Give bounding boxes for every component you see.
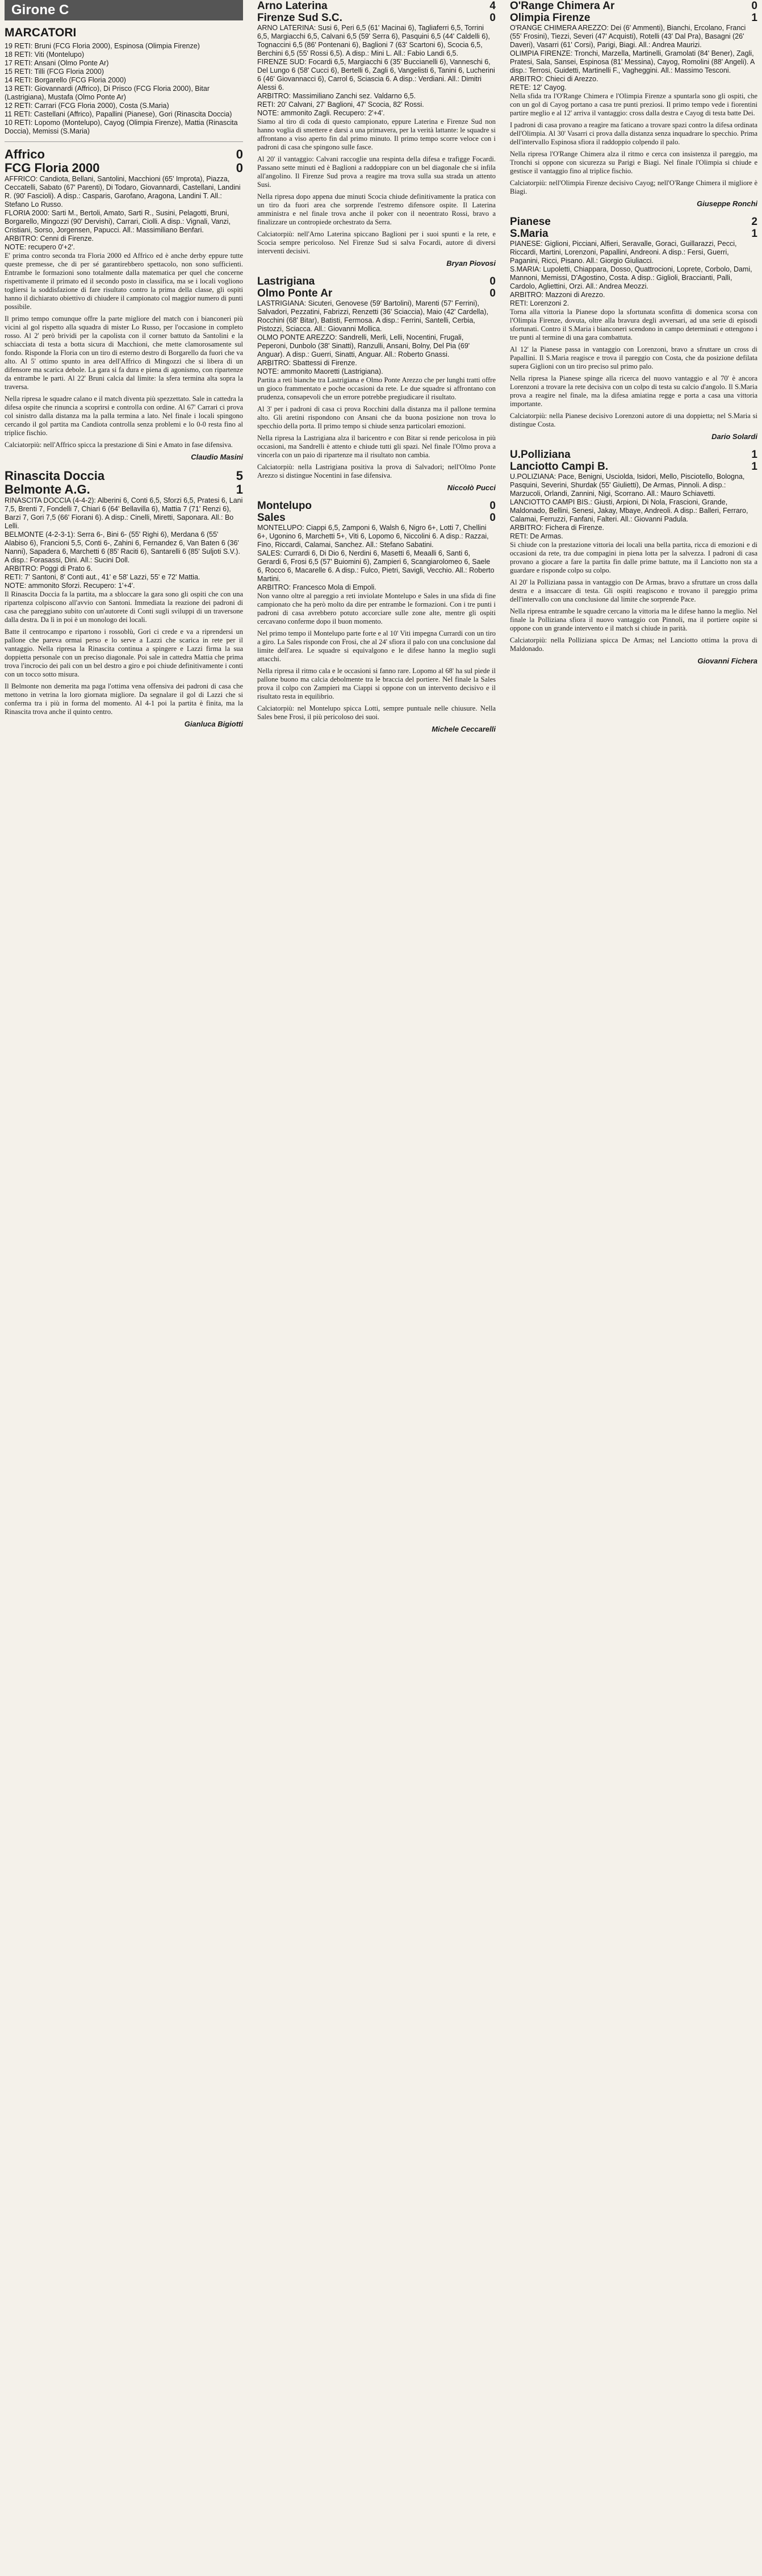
body-paragraph: Nella ripresa l'O'Range Chimera alza il ritmo e cerca con insistenza il pareggio, ma Tronchi si oppone con sicurezza su Parigi e Biagi. Nel finale l'Olimpia si chiude e gestisce il vantaggio fino al triplice fischio. bbox=[510, 150, 757, 175]
score-line bbox=[257, 500, 496, 512]
body-paragraph: I padroni di casa provano a reagire ma faticano a trovare spazi contro la difesa ordinata dell'Olimpia. Al 30' Vasarri ci prova dalla distanza senza inquadrare lo specchio. Prima dell'intervallo Espinosa sfiora il raddoppio colpendo il palo. bbox=[510, 121, 757, 146]
lineup-line: U.POLIZIANA: Pace, Benigni, Usciolda, Isidori, Mello, Pisciotello, Bologna, Pasquini, Severini, Shurdak (55' Giulietti), De Armas, Pinnoli. A disp.: Marzucoli, Orlandi, Zannini, Nigi, Scorrano. All.: Mauro Schiavetti. bbox=[510, 473, 745, 498]
body-paragraph: Partita a reti bianche tra Lastrigiana e Olmo Ponte Arezzo che per lunghi tratti offre un gioco frammentato e poche occasioni da rete. Le due squadre si affrontano con prudenza, consapevoli che un errore potrebbe pregiudicare il risultato. bbox=[257, 376, 496, 401]
girone-header: Girone C bbox=[5, 0, 243, 20]
score-line bbox=[257, 287, 496, 299]
body-paragraph: Il primo tempo comunque offre la parte migliore del match con i bianconeri più vicini al gol rispetto alla squadra di mister Lo Russo, per l'occasione in completo rosso. Al 2' però brividi per la capolista con il corner battuto da Santolini e la schiacciata di testa a botta sicura di Macchioni, che mette clamorosamente sul fondo. Risponde la Floria con un tiro di esterno destro di Borgarello da fuori che va alto. Al 5' ottimo spunto in area dell'Affrico di Mingozzi che si libera di un difensore ma scarica debole. La gara si fa dura e piena di agonismo, con ripartenze da entrambe le parti. Al 22' Bruni calcia dal limite: la sfera termina alta sopra la traversa. bbox=[5, 315, 243, 391]
score-value: 0 bbox=[236, 161, 243, 175]
body-paragraph: Nella ripresa dopo appena due minuti Scocia chiude definitivamente la pratica con un tiro da fuori area che sorprende l'estremo difensore ospite. Il Laterina amministra e nel finale trova anche il poker con il neoentrato Rossi, bravo a finalizzare un contropiede orchestrato da Serra. bbox=[257, 193, 496, 226]
lineup-line: ARBITRO: Francesco Mola di Empoli. bbox=[257, 583, 376, 591]
marcatori-line: 12 RETI: Carrari (FCG Floria 2000), Costa (S.Maria) bbox=[5, 102, 169, 110]
team-name: S.Maria bbox=[510, 228, 549, 240]
lineup-line: RETI: 20' Calvani, 27' Baglioni, 47' Scocia, 82' Rossi. bbox=[257, 101, 424, 108]
article-body bbox=[5, 252, 243, 449]
lineup-line: ARBITRO: Sbattessi di Firenze. bbox=[257, 359, 357, 367]
author-byline: Bryan Piovosi bbox=[446, 259, 496, 268]
team-name: O'Range Chimera Ar bbox=[510, 0, 615, 12]
score-line bbox=[5, 161, 243, 175]
body-paragraph: Nella sfida tra l'O'Range Chimera e l'Olimpia Firenze a spuntarla sono gli ospiti, che con un gol di Cayog portano a casa tre punti preziosi. Il primo tempo vede i fiorentini partire meglio e al 12' arriva il vantaggio: cross dalla destra e Cayog di testa batte Dei. bbox=[510, 92, 757, 117]
marcatori-line: 13 RETI: Giovannardi (Affrico), Di Prisco (FCG Floria 2000), Bitar (Lastrigiana), Mustafa (Olmo Ponte Ar) bbox=[5, 85, 210, 101]
article-body bbox=[510, 92, 757, 196]
score-line bbox=[510, 228, 757, 240]
body-paragraph: Al 20' la Polliziana passa in vantaggio con De Armas, bravo a sfruttare un cross dalla destra e a insaccare di testa. Gli ospiti reagiscono e trovano il pareggio prima dell'intervallo con una conclusione dal limite che sorprende Pace. bbox=[510, 578, 757, 603]
score-line bbox=[257, 0, 496, 12]
lineups bbox=[257, 299, 496, 376]
lineups bbox=[510, 24, 757, 92]
body-paragraph: Nella ripresa entrambe le squadre cercano la vittoria ma le difese hanno la meglio. Nel finale la Polliziana sfiora il nuovo vantaggio con Pinnoli, ma il portiere ospite si oppone con un grande intervento e il match si chiude in parità. bbox=[510, 607, 757, 632]
match-article-arno-laterina bbox=[257, 0, 496, 268]
body-paragraph: Al 20' il vantaggio: Calvani raccoglie una respinta della difesa e trafigge Focardi. Passano sette minuti ed è Baglioni a raddoppiare con un bel diagonale che si infila all'angolino. Il Firenze Sud prova a reagire ma trova sulla sua strada un attento Susi. bbox=[257, 155, 496, 189]
team-name: Lastrigiana bbox=[257, 275, 315, 287]
article-body bbox=[5, 590, 243, 716]
author-byline: Giovanni Fichera bbox=[697, 657, 757, 665]
score-value: 4 bbox=[489, 0, 496, 12]
lineups bbox=[257, 24, 496, 118]
lineup-line: BELMONTE (4-2-3-1): Serra 6-, Bini 6- (55' Righi 6), Merdana 6 (55' Alabiso 6), Francioni 5,5, Conti 6-, Zahini 6, Fernandez 6, Van Baten 6 (36' Nanni), Sapadera 6, Marchetti 6 (85' Raciti 6), Santarelli 6 (85' Suljoti S.V.). A disp.: Forasassi, Dini. All.: Sucini Doll. bbox=[5, 531, 240, 564]
lineup-line: ARBITRO: Poggi di Prato 6. bbox=[5, 565, 93, 573]
score-value: 0 bbox=[236, 147, 243, 161]
team-name: Montelupo bbox=[257, 500, 312, 512]
lineup-line: RETI: 7' Santoni, 8' Conti aut., 41' e 58' Lazzi, 55' e 72' Mattia. bbox=[5, 573, 200, 581]
author-byline: Giuseppe Ronchi bbox=[697, 199, 757, 208]
lineup-line: RETI: Lorenzoni 2. bbox=[510, 299, 570, 307]
marcatori-line: 11 RETI: Castellani (Affrico), Papallini (Pianese), Gori (Rinascita Doccia) bbox=[5, 110, 232, 118]
team-name: FCG Floria 2000 bbox=[5, 161, 100, 175]
team-name: Olimpia Firenze bbox=[510, 12, 591, 24]
team-name: U.Polliziana bbox=[510, 449, 571, 461]
body-paragraph: Calciatorpiù: nel Montelupo spicca Lotti, sempre puntuale nelle chiusure. Nella Sales bene Frosi, il più pericoloso dei suoi. bbox=[257, 704, 496, 721]
lineup-line: ARBITRO: Mazzoni di Arezzo. bbox=[510, 291, 605, 299]
body-paragraph: Calciatorpiù: nella Lastrigiana positiva la prova di Salvadori; nell'Olmo Ponte Arezzo si distingue Nocentini in fase difensiva. bbox=[257, 463, 496, 479]
marcatori-line: 15 RETI: Tilli (FCG Floria 2000) bbox=[5, 68, 104, 76]
lineup-line: OLMO PONTE AREZZO: Sandrelli, Merli, Lelli, Nocentini, Frugali, Peperoni, Dunbolo (38' Sinatti), Ranzulli, Ansani, Bolny, Del Pia (69' Anguar). A disp.: Guerri, Sinatti, Anguar. All.: Roberto Gnassi. bbox=[257, 333, 470, 358]
body-paragraph: Nella ripresa la Lastrigiana alza il baricentro e con Bitar si rende pericolosa in più occasioni, ma Sandrelli è attento e chiude tutti gli spazi. Nel finale l'Olmo prova a vincerla con un paio di ripartenze ma il risultato non cambia. bbox=[257, 434, 496, 459]
marcatori-title: MARCATORI bbox=[5, 26, 77, 39]
author-byline: Claudio Masini bbox=[191, 453, 243, 461]
body-paragraph: Il Rinascita Doccia fa la partita, ma a sbloccare la gara sono gli ospiti che con una ripartenza colpiscono all'avvio con Santoni. Immediata la reazione dei padroni di casa che pareggiano subito con un'autorete di Conti sugli sviluppi di un traversone dalla destra. Da lì in poi è un monologo dei locali. bbox=[5, 590, 243, 624]
lineups bbox=[510, 473, 757, 541]
score-line bbox=[5, 483, 243, 496]
marcatori-line: 17 RETI: Ansani (Olmo Ponte Ar) bbox=[5, 59, 109, 67]
match-article-rinascita-doccia bbox=[5, 469, 243, 728]
score-line bbox=[510, 461, 757, 473]
match-article-polliziana bbox=[510, 449, 757, 665]
score-value: 0 bbox=[751, 0, 757, 12]
score-value: 1 bbox=[236, 482, 243, 496]
score-value: 2 bbox=[751, 216, 757, 228]
score-value: 1 bbox=[751, 461, 757, 473]
score-value: 0 bbox=[489, 275, 496, 287]
marcatori-line: 10 RETI: Lopomo (Montelupo), Cayog (Olimpia Firenze), Mattia (Rinascita Doccia), Memissi (S.Maria) bbox=[5, 119, 238, 135]
team-name: Lanciotto Campi B. bbox=[510, 461, 609, 473]
marcatori-line: 14 RETI: Borgarello (FCG Floria 2000) bbox=[5, 76, 126, 84]
lineup-line: FIRENZE SUD: Focardi 6,5, Margiacchi 6 (35' Buccianelli 6), Vanneschi 6, Del Lungo 6 (58' Cucci 6), Bertelli 6, Zagli 6, Vangelisti 6, Tanini 6, Lucherini 6 (46' Giovannacci 6), Carrol 6, Sciascia 6. A disp.: Verdiani. All.: Dimitri Alessi 6. bbox=[257, 58, 495, 91]
lineup-line: NOTE: ammonito Maoretti (Lastrigiana). bbox=[257, 368, 383, 375]
lineup-line: ARNO LATERINA: Susi 6, Peri 6,5 (61' Macinai 6), Tagliaferri 6,5, Torrini 6,5, Margiacchi 6,5, Calvani 6,5 (59' Serra 6), Pasquini 6,5 (44' Caldelli 6), Tognaccini 6,5 (86' Pontenani 6), Baglioni 7 (63' Scartoni 6), Scocia 6,5, Berchini 6,5 (55' Rossi 6,5). A disp.: Mini L. All.: Fabio Landi 6,5. bbox=[257, 24, 490, 57]
body-paragraph: Il Belmonte non demerita ma paga l'ottima vena offensiva dei padroni di casa che mettono in vetrina la loro giornata migliore. Da segnalare il gol di Lazzi che si conferma tra i più in forma del momento. Al 4-1 poi la partita è finita, ma la Rinascita trova anche il quinto centro. bbox=[5, 682, 243, 716]
team-name: Affrico bbox=[5, 147, 45, 161]
article-body bbox=[257, 376, 496, 480]
author-byline: Dario Solardi bbox=[711, 432, 757, 441]
lineup-line: PIANESE: Giglioni, Picciani, Alfieri, Seravalle, Goraci, Guillarazzi, Pecci, Riccardi, Martini, Lorenzoni, Papallini, Andreoni. A disp.: Fersi, Guerri, Paganini, Ricci, Pisano. All.: Giorgio Giuliacci. bbox=[510, 240, 737, 265]
lineups bbox=[510, 240, 757, 308]
marcatori-section bbox=[5, 26, 243, 136]
lineups bbox=[5, 496, 243, 590]
team-name: Rinascita Doccia bbox=[5, 469, 105, 483]
marcatori-line: 18 RETI: Viti (Montelupo) bbox=[5, 51, 85, 59]
article-body bbox=[510, 308, 757, 429]
body-paragraph: Nella ripresa la Pianese spinge alla ricerca del nuovo vantaggio e al 70' è ancora Lorenzoni a trovare la rete decisiva con un colpo di testa su calcio d'angolo. Il S.Maria prova a reagire nel finale, ma la difesa amiatina regge e porta a casa una vittoria importante. bbox=[510, 374, 757, 408]
lineup-line: ARBITRO: Cenni di Firenze. bbox=[5, 235, 94, 243]
lineup-line: SALES: Currardi 6, Di Dio 6, Nerdini 6, Masetti 6, Meaalli 6, Santi 6, Gerardi 6, Frosi 6,5 (57' Buiomini 6), Zampieri 6, Scangiarolomeo 6, Saele 6, Rocco 6, Macarelle 6. A disp.: Fulco, Pietri, Savigli, Vecchio. All.: Roberto Martini. bbox=[257, 549, 495, 583]
score-value: 1 bbox=[751, 449, 757, 461]
lineup-line: NOTE: ammonito Zagli. Recupero: 2'+4'. bbox=[257, 109, 385, 117]
lineup-line: NOTE: ammonito Sforzi. Recupero: 1'+4'. bbox=[5, 582, 135, 590]
lineup-line: RETE: 12' Cayog. bbox=[510, 83, 567, 91]
divider bbox=[5, 141, 243, 142]
lineup-line: LASTRIGIANA: Sicuteri, Genovese (59' Bartolini), Marenti (57' Ferrini), Salvadori, Pezzatini, Fabrizzi, Renzetti (36' Sciaccia), Maio (42' Cardella), Rocchini (68' Bitar), Batisti, Fermosa. A disp.: Ferrini, Santelli, Cerbia, Pistozzi, Sciacca. All.: Giovanni Mollica. bbox=[257, 299, 489, 333]
body-paragraph: Calciatorpiù: nella Pianese decisivo Lorenzoni autore di una doppietta; nel S.Maria si distingue Costa. bbox=[510, 412, 757, 428]
lineup-line: RETI: De Armas. bbox=[510, 532, 563, 540]
lineup-line: O'RANGE CHIMERA AREZZO: Dei (6' Ammenti), Bianchi, Ercolano, Franci (55' Frosini), Tiezzi, Severi (47' Acquisti), Rotelli (43' Dal Pra), Basagni (26' Daveri), Vasarri (61' Corsi), Parigi, Biagi. All.: Andrea Maurizi. bbox=[510, 24, 746, 49]
body-paragraph: Al 12' la Pianese passa in vantaggio con Lorenzoni, bravo a sfruttare un cross di Papallini. Il S.Maria reagisce e trova il pareggio con Costa, che da posizione defilata supera Giglioni con un tiro preciso sul primo palo. bbox=[510, 345, 757, 370]
author-byline: Gianluca Bigiotti bbox=[184, 720, 243, 728]
body-paragraph: Calciatorpiù: nell'Olimpia Firenze decisivo Cayog; nell'O'Range Chimera il migliore è Biagi. bbox=[510, 179, 757, 195]
team-name: Firenze Sud S.C. bbox=[257, 12, 342, 24]
body-paragraph: Non vanno oltre al pareggio a reti inviolate Montelupo e Sales in una sfida di fine campionato che ha però molto da dire per entrambe le formazioni. Con i tre punti i padroni di casa avrebbero potuto accorciare sulle zone alte, mentre gli ospiti cercavano conferme dopo il buon momento. bbox=[257, 592, 496, 625]
lineups bbox=[5, 175, 243, 252]
score-line bbox=[510, 449, 757, 461]
score-value: 5 bbox=[236, 469, 243, 483]
lineup-line: ARBITRO: Chieci di Arezzo. bbox=[510, 75, 598, 83]
score-value: 1 bbox=[751, 228, 757, 240]
score-value: 1 bbox=[751, 12, 757, 24]
article-body bbox=[257, 592, 496, 721]
body-paragraph: Batte il centrocampo e ripartono i rossoblù, Gori ci crede e va a riprendersi un pallone che pareva ormai perso e lo serve a Lazzi che scarica in rete per il vantaggio. Nella ripresa la Rinascita continua a spingere e Lazzi firma la sua doppietta personale con un preciso diagonale. Poi sale in cattedra Mattia che prima trova l'incrocio dei pali con un bel destro a giro e poi chiude definitivamente i conti con un tocco sotto misura. bbox=[5, 628, 243, 678]
body-paragraph: E' prima contro seconda tra Floria 2000 ed Affrico ed è anche derby eppure tutte queste premesse, che di per sé garantirebbero spettacolo, non sono sufficienti. Entrambe le formazioni sono totalmente dalla matematica per quel che concerne rispettivamente il primato ed il secondo posto in classifica, ma se i locali vogliono togliersi la soddisfazione di fare risultato contro la prima della classe, gli ospiti hanno il dichiarato obiettivo di chiudere il campionato col maggior numero di punti possibile. bbox=[5, 252, 243, 311]
lineup-line: AFFRICO: Candiota, Bellani, Santolini, Macchioni (65' Improta), Piazza, Ceccatelli, Sabato (67' Parenti), Di Todaro, Giovannardi, Castellani, Landini R. (90' Fascioli). A disp.: Casparis, Garofano, Aragona, Landini T. All.: Stefano Lo Russo. bbox=[5, 175, 241, 208]
body-paragraph: Nel primo tempo il Montelupo parte forte e al 10' Viti impegna Currardi con un tiro a giro. La Sales risponde con Frosi, che al 24' sfiora il palo con una conclusione dal limite dell'area. Le squadre si equivalgono e le difese hanno la meglio sugli attacchi. bbox=[257, 629, 496, 663]
body-paragraph: Calciatorpiù: nell'Affrico spicca la prestazione di Sini e Amato in fase difensiva. bbox=[5, 441, 233, 449]
body-paragraph: Nella ripresa il ritmo cala e le occasioni si fanno rare. Lopomo al 68' ha sul piede il pallone buono ma calcia debolmente tra le braccia del portiere. Nel finale la Sales prova il colpo con Zampieri ma Ciappi si oppone con un intervento decisivo e il risultato resta in equilibrio. bbox=[257, 667, 496, 700]
match-article-lastrigiana bbox=[257, 275, 496, 492]
score-line bbox=[5, 469, 243, 483]
body-paragraph: Nella ripresa le squadre calano e il match diventa più spezzettato. Sale in cattedra la difesa ospite che rinuncia a scoprirsi e controlla con ordine. Al 67' Carrari ci prova col sinistro dalla distanza ma la palla termina a lato. Nel finale i locali spingono cercando il gol partita ma Candiota controlla senza problemi e lo 0-0 resta fino al triplice fischio. bbox=[5, 395, 243, 437]
column-2 bbox=[257, 0, 496, 741]
body-paragraph: Torna alla vittoria la Pianese dopo la sfortunata sconfitta di domenica scorsa con l'Olimpia Firenze, dovuta, oltre alla bravura degli avversari, ad una serie di episodi sfortunati. Contro il S.Maria i bianconeri scendono in campo determinati e ottengono i tre punti al termine di una gara combattuta. bbox=[510, 308, 757, 341]
match-article-affrico bbox=[5, 148, 243, 461]
team-name: Pianese bbox=[510, 216, 551, 228]
score-line bbox=[510, 0, 757, 12]
article-body bbox=[510, 541, 757, 653]
team-name: Olmo Ponte Ar bbox=[257, 287, 333, 299]
score-value: 0 bbox=[489, 512, 496, 524]
team-name: Belmonte A.G. bbox=[5, 482, 90, 496]
column-3 bbox=[510, 0, 757, 673]
match-article-orange-chimera bbox=[510, 0, 757, 208]
lineup-line: FLORIA 2000: Sarti M., Bertoli, Amato, Sarti R., Susini, Pelagotti, Bruni, Borgarello, Mingozzi (90' Dervishi), Carrari, Ciolli. A disp.: Vignali, Vanzi, Cristiani, Sorso, Jorgensen, Papucci. All.: Massimiliano Benfari. bbox=[5, 209, 231, 234]
body-paragraph: Al 3' per i padroni di casa ci prova Rocchini dalla distanza ma il pallone termina alto. Gli aretini rispondono con Ansani che da buona posizione non trova lo specchio della porta. Il primo tempo si chiude senza particolari emozioni. bbox=[257, 405, 496, 430]
score-line bbox=[510, 216, 757, 228]
match-article-montelupo bbox=[257, 500, 496, 733]
score-value: 0 bbox=[489, 287, 496, 299]
lineup-line: NOTE: recupero 0'+2'. bbox=[5, 243, 75, 251]
score-line bbox=[510, 12, 757, 24]
lineup-line: ARBITRO: Fichera di Firenze. bbox=[510, 524, 605, 532]
marcatori-line: 19 RETI: Bruni (FCG Floria 2000), Espinosa (Olimpia Firenze) bbox=[5, 42, 200, 50]
lineup-line: S.MARIA: Lupoletti, Chiappara, Dosso, Quattrocioni, Loprete, Corbolo, Dami, Mannoni, Memissi, D'Agostino, Costa. A disp.: Giglioli, Braccianti, Palli, Cardolo, Agliettini, Orzi. All.: Andrea Meozzi. bbox=[510, 265, 752, 290]
body-paragraph: Si chiude con la prestazione vittoria dei locali una bella partita, ricca di emozioni e di occasioni da rete, tra due compagini in piena lotta per la salvezza. I padroni di casa provano a giocare a fare la partita fin dalle prime battute, ma il Lanciotto non sta a guardare e risponde colpo su colpo. bbox=[510, 541, 757, 574]
author-byline: Niccolò Pucci bbox=[447, 483, 496, 492]
article-body bbox=[257, 118, 496, 256]
score-line bbox=[257, 12, 496, 24]
score-value: 0 bbox=[489, 500, 496, 512]
column-1 bbox=[5, 0, 243, 736]
score-line bbox=[257, 512, 496, 524]
lineup-line: LANCIOTTO CAMPI BIS.: Giusti, Arpioni, Di Nola, Frascioni, Grande, Maldonado, Bellini, Senesi, Jakay, Mbaye, Andreoli. A disp.: Balleri, Ferraro, Calamai, Ferruzzi, Fanfani, Falteri. All.: Giovanni Padula. bbox=[510, 498, 748, 523]
body-paragraph: Calciatorpiù: nell'Arno Laterina spiccano Baglioni per i suoi spunti e la rete, e Scocia sempre pericoloso. Nel Firenze Sud si salva Focardi, autore di diversi interventi decisivi. bbox=[257, 230, 496, 255]
score-line bbox=[257, 275, 496, 287]
score-value: 0 bbox=[489, 12, 496, 24]
body-paragraph: Calciatorpiù: nella Polliziana spicca De Armas; nel Lanciotto ottima la prova di Maldonado. bbox=[510, 636, 757, 653]
body-paragraph: Siamo al tiro di coda di questo campionato, eppure Laterina e Firenze Sud non hanno voglia di smettere e darsi a una primavera, per la verità lattante: le squadre si affrontano a viso aperto fin dal primo minuto. Il primo tempo scorre veloce con i padroni di casa che spingono sulle fasce. bbox=[257, 118, 496, 151]
team-name: Arno Laterina bbox=[257, 0, 328, 12]
score-line bbox=[5, 148, 243, 161]
lineup-line: OLIMPIA FIRENZE: Tronchi, Marzella, Martinelli, Gramolati (84' Bener), Zagli, Pratesi, Sala, Sansei, Espinosa (81' Messina), Cayog, Romolini (88' Angeli). A disp.: Terrosi, Guidetti, Martinelli F., Vagheggini. All.: Massimo Tesconi. bbox=[510, 49, 755, 74]
team-name: Sales bbox=[257, 512, 286, 524]
lineups bbox=[257, 524, 496, 592]
lineup-line: ARBITRO: Massimiliano Zanchi sez. Valdarno 6,5. bbox=[257, 92, 416, 100]
match-article-pianese bbox=[510, 216, 757, 441]
lineup-line: RINASCITA DOCCIA (4-4-2): Alberini 6, Conti 6,5, Sforzi 6,5, Pratesi 6, Lani 7,5, Brenti 7, Fondelli 7, Chiari 6 (64' Bellavilla 6), Mattia 7 (71' Renzi 6), Barzi 7, Gori 7,5 (66' Fiorani 6). A disp.: Cinelli, Miretti, Saponara. All.: Bo Lelli. bbox=[5, 496, 243, 530]
lineup-line: MONTELUPO: Ciappi 6,5, Zamponi 6, Walsh 6, Nigro 6+, Lotti 7, Chellini 6+, Ugonino 6, Marchetti 5+, Viti 6, Lopomo 6, Niccolini 6. A disp.: Razzai, Fino, Riccardi, Calamai, Sanchez. All.: Stefano Sabatini. bbox=[257, 524, 489, 549]
author-byline: Michele Ceccarelli bbox=[432, 725, 496, 733]
